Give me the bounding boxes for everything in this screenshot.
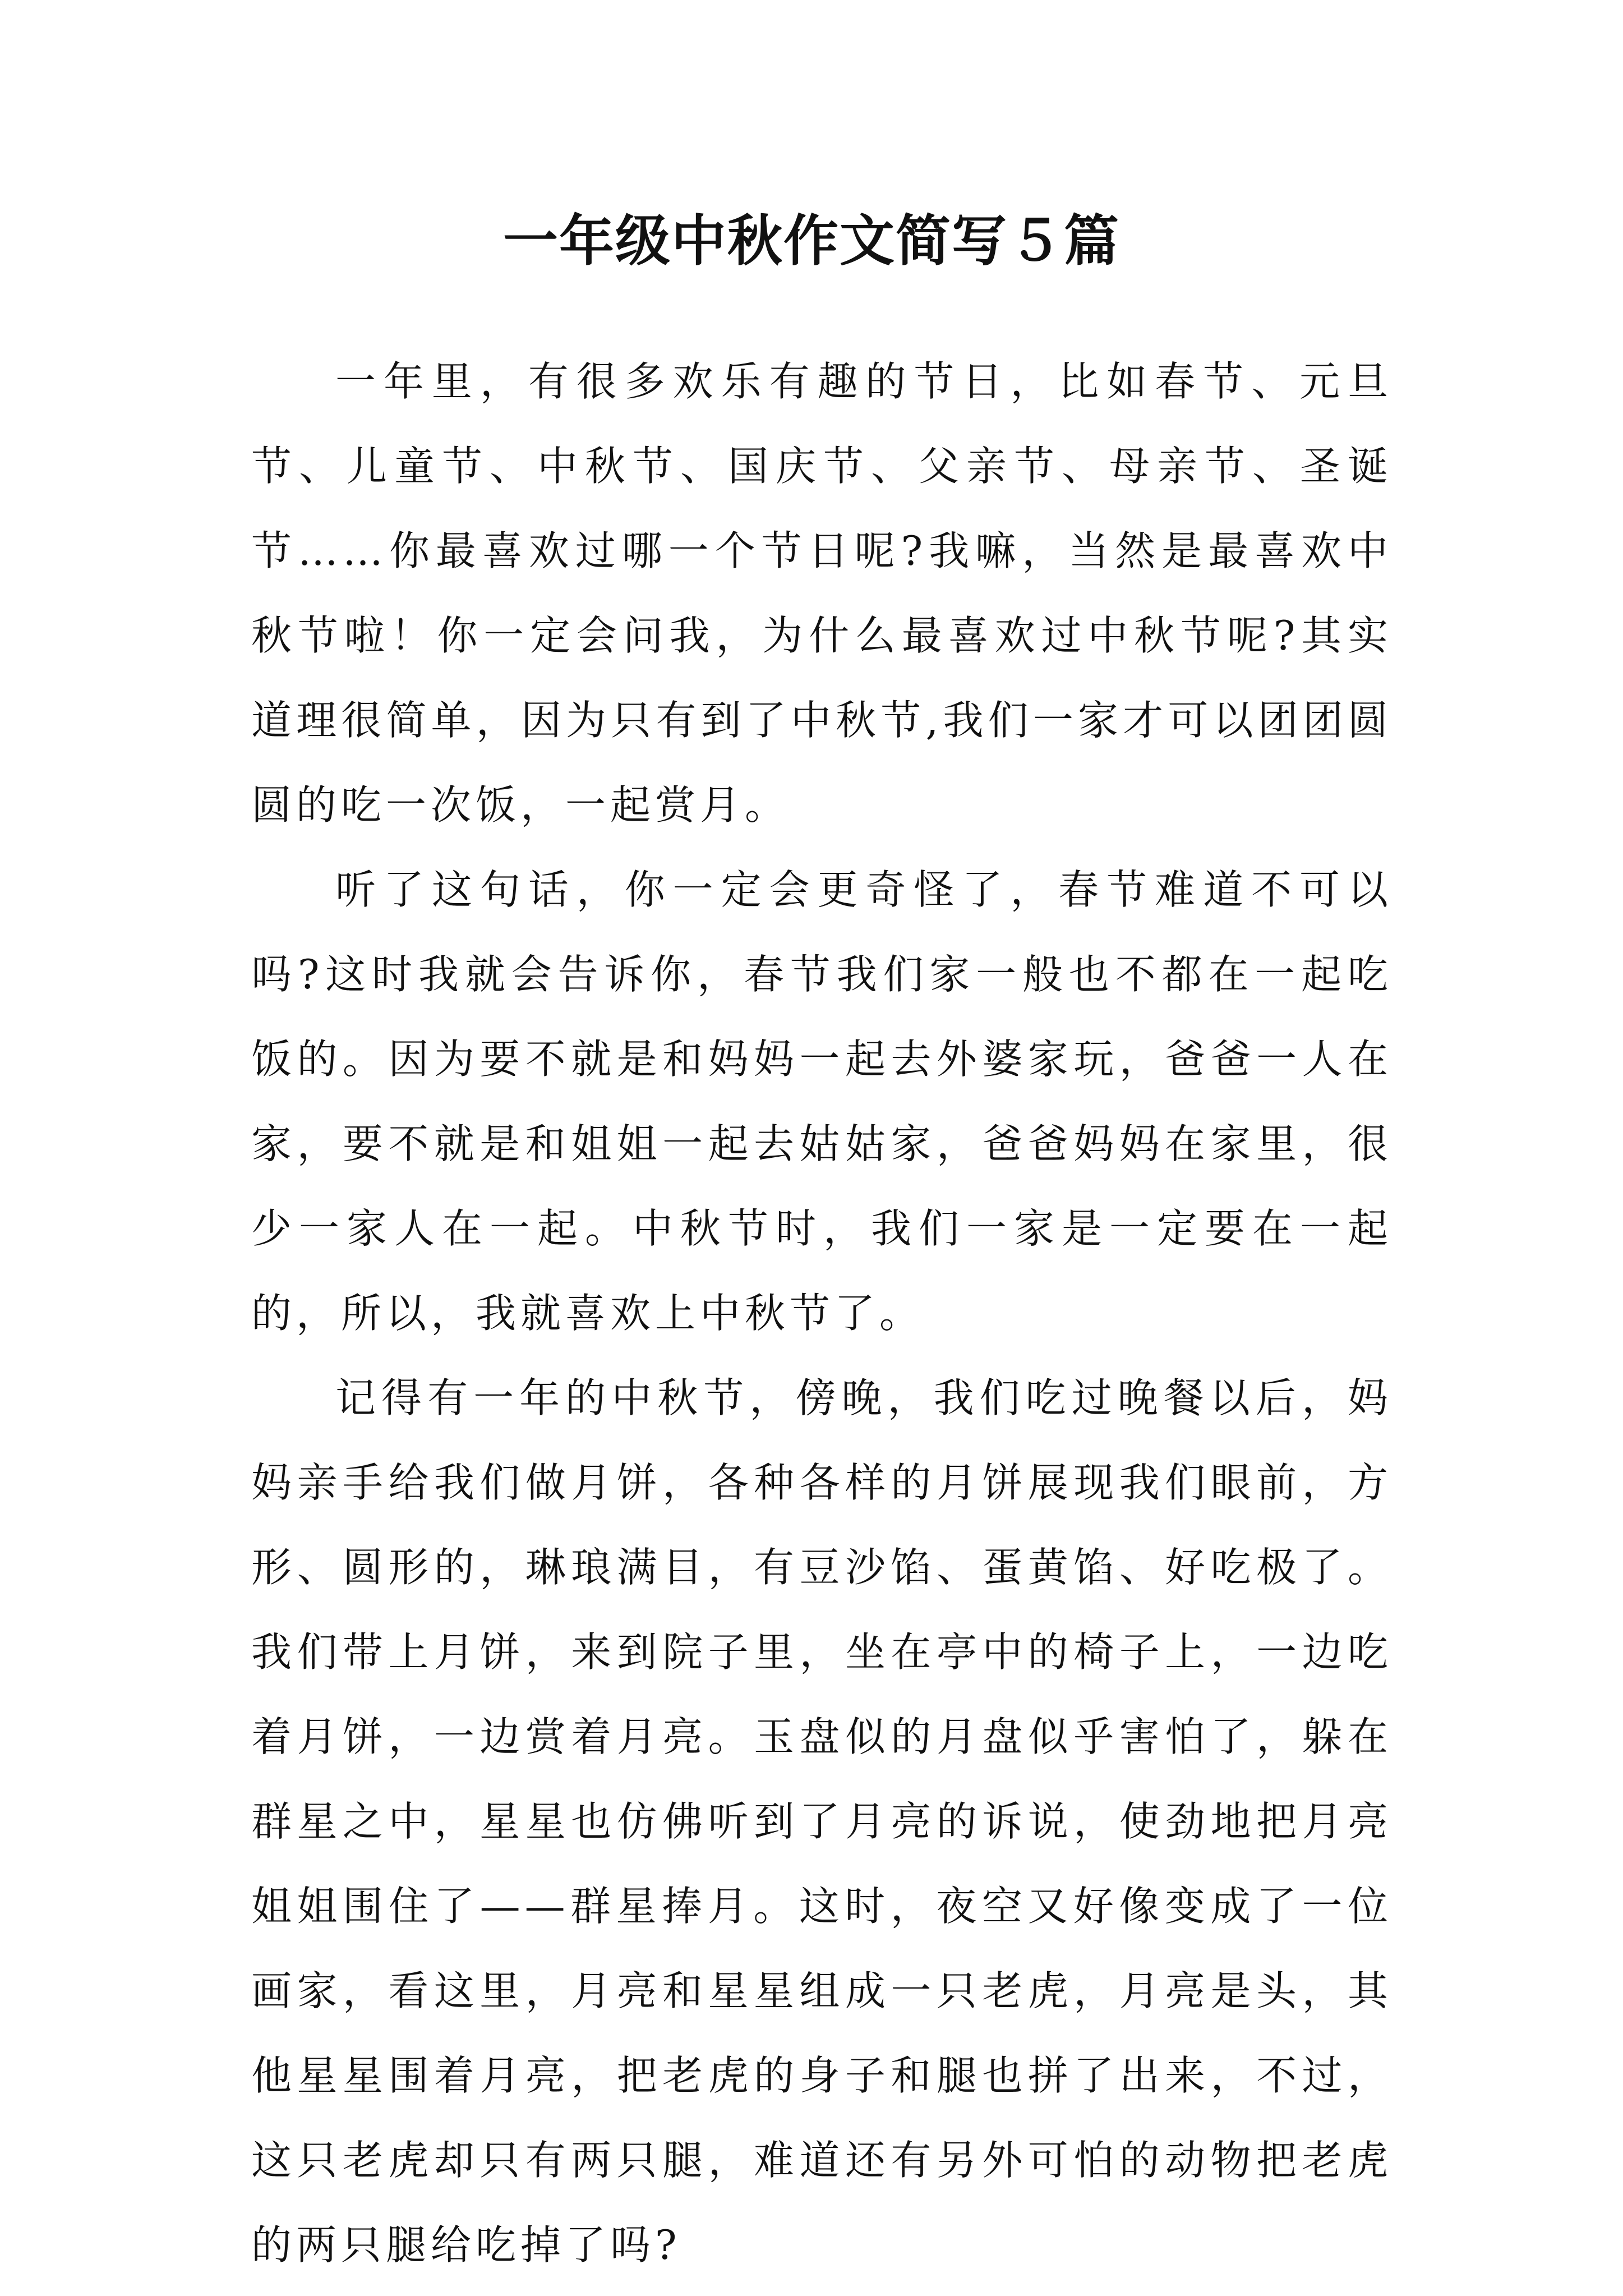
document-title: 一年级中秋作文简写５篇 xyxy=(502,209,1120,273)
paragraph-2: 听了这句话，你一定会更奇怪了，春节难道不可以吗?这时我就会告诉你，春节我们家一般也不都在一起吃饭的。因为要不就是和妈妈一起去外婆家玩，爸爸一人在家，要不就是和姐姐一起去姑姑家，爸爸妈妈在家里，很少一家人在一起。中秋节时，我们一家是一定要在一起的，所以，我就喜欢上中秋节了。 xyxy=(251,866,1393,1337)
paragraph-3: 记得有一年的中秋节，傍晚，我们吃过晚餐以后，妈妈亲手给我们做月饼，各种各样的月饼展现我们眼前，方形、圆形的，琳琅满目，有豆沙馅、蛋黄馅、好吃极了。我们带上月饼，来到院子里，坐在亭中的椅子上，一边吃着月饼，一边赏着月亮。玉盘似的月盘似乎害怕了，躲在群星之中，星星也仿佛听到了月亮的诉说，使劲地把月亮姐姐围住了——群星捧月。这时，夜空又好像变成了一位画家，看这里，月亮和星星组成一只老虎，月亮是头，其他星星围着月亮，把老虎的身子和腿也拼了出来，不过，这只老虎却只有两只腿，难道还有另外可怕的动物把老虎的两只腿给吃掉了吗? xyxy=(251,1374,1393,2269)
paragraph-1: 一年里，有很多欢乐有趣的节日，比如春节、元旦节、儿童节、中秋节、国庆节、父亲节、母亲节、圣诞节……你最喜欢过哪一个节日呢?我嘛，当然是最喜欢中秋节啦！你一定会问我，为什么最喜欢过中秋节呢?其实道理很简单，因为只有到了中秋节,我们一家才可以团团圆圆的吃一次饭，一起赏月。 xyxy=(251,358,1393,829)
document-body xyxy=(251,339,1393,2288)
